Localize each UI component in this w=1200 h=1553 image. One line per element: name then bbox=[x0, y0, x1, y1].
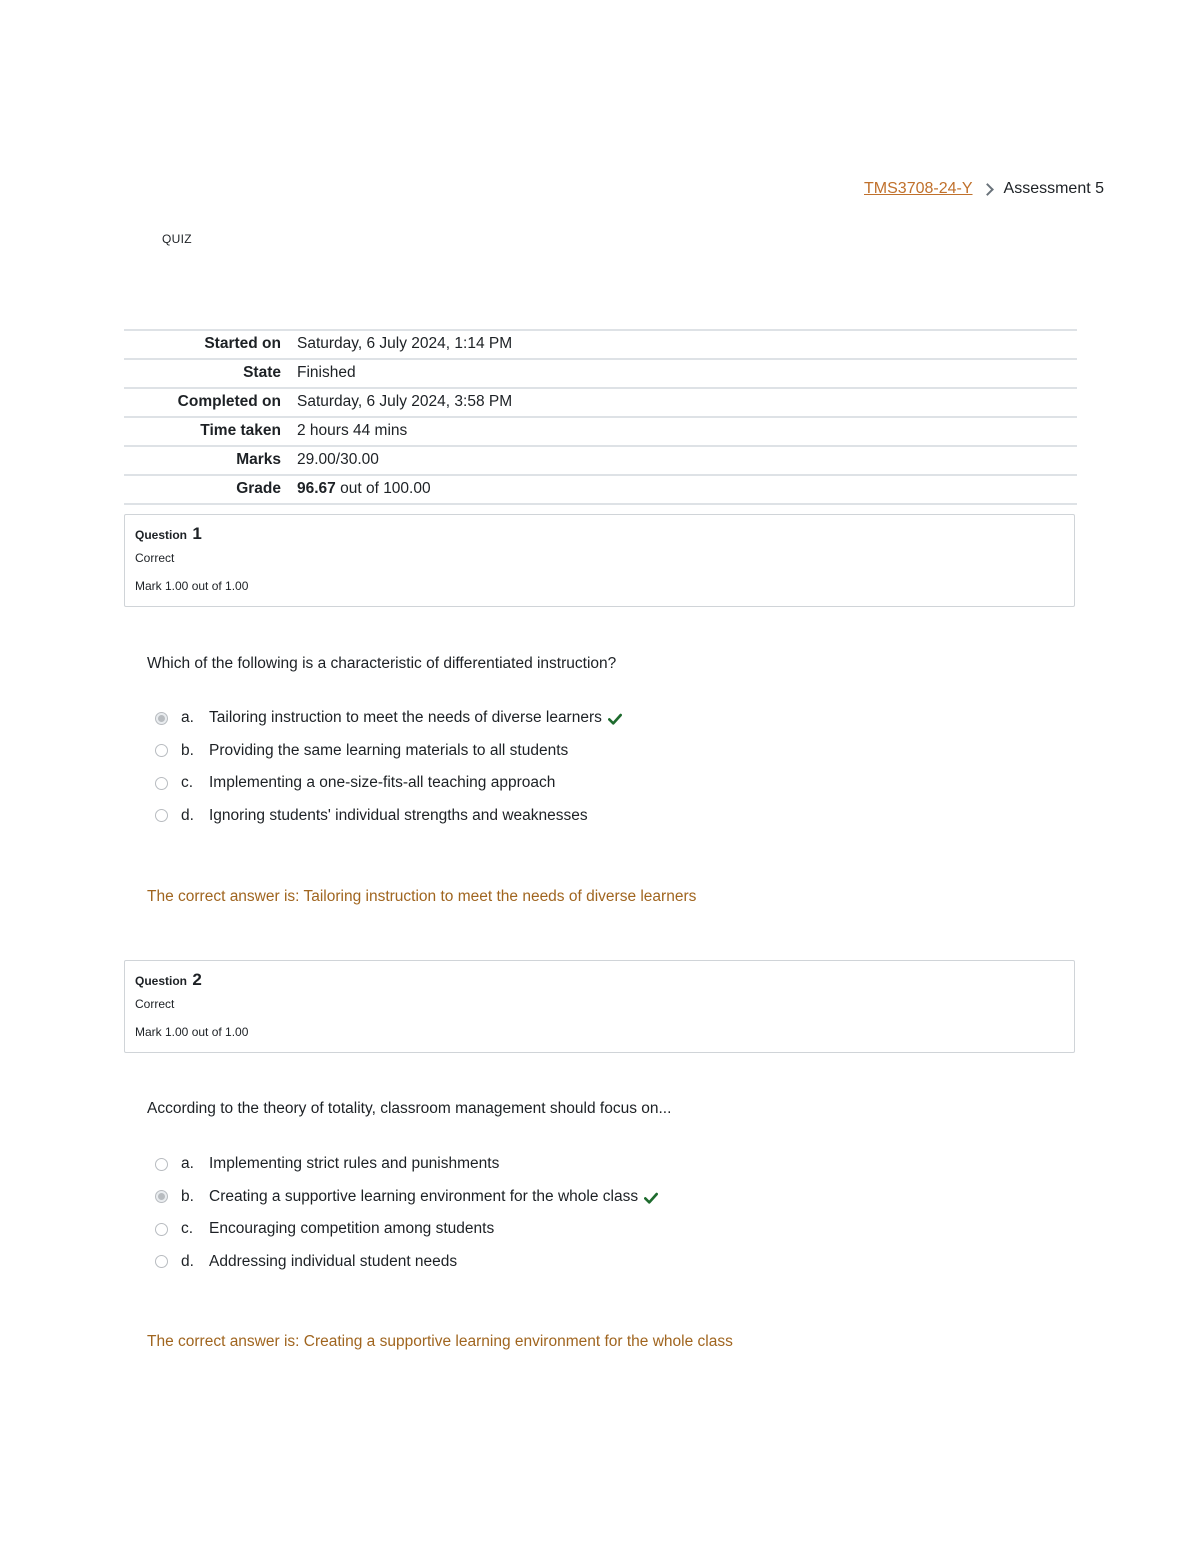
answer-option[interactable] bbox=[155, 1148, 658, 1181]
answer-option[interactable] bbox=[155, 702, 622, 735]
question-grade: Mark 1.00 out of 1.00 bbox=[135, 1025, 249, 1039]
check-icon bbox=[644, 1191, 658, 1205]
answer-radio[interactable] bbox=[155, 744, 168, 757]
question-label: Question bbox=[135, 528, 188, 542]
answer-letter: a. bbox=[181, 1155, 194, 1173]
chevron-right-icon bbox=[981, 183, 994, 196]
summary-value: Saturday, 6 July 2024, 3:58 PM bbox=[297, 393, 513, 410]
page-label: QUIZ bbox=[162, 232, 192, 246]
answer-radio[interactable] bbox=[155, 1223, 168, 1236]
answer-label: Tailoring instruction to meet the needs of diverse learners bbox=[209, 709, 602, 727]
grade-total: out of 100.00 bbox=[335, 480, 431, 497]
question-grade: Mark 1.00 out of 1.00 bbox=[135, 579, 249, 593]
answer-label: Implementing a one-size-fits-all teaching approach bbox=[209, 774, 556, 792]
question-state: Correct bbox=[135, 551, 175, 565]
correct-answer-feedback: The correct answer is: Tailoring instruction to meet the needs of diverse learners bbox=[147, 888, 697, 905]
breadcrumb-course-link[interactable]: TMS3708-24-Y bbox=[864, 180, 973, 197]
question-number-value: 2 bbox=[192, 970, 202, 989]
answer-label: Providing the same learning materials to all students bbox=[209, 741, 569, 759]
question-number bbox=[135, 523, 1064, 546]
summary-value: 29.00/30.00 bbox=[297, 451, 379, 468]
answer-option[interactable] bbox=[155, 767, 622, 800]
answer-letter: a. bbox=[181, 709, 194, 727]
answer-radio[interactable] bbox=[155, 1158, 168, 1171]
answer-letter: c. bbox=[181, 1220, 194, 1238]
question-text: Which of the following is a characteristic of differentiated instruction? bbox=[147, 655, 617, 672]
summary-label: Time taken bbox=[200, 422, 281, 439]
answer-option[interactable] bbox=[155, 735, 622, 768]
answer-radio[interactable] bbox=[155, 809, 168, 822]
answer-label: Addressing individual student needs bbox=[209, 1252, 458, 1270]
answer-list bbox=[155, 1148, 658, 1278]
summary-value: Finished bbox=[297, 364, 356, 381]
summary-row bbox=[124, 330, 1077, 359]
answer-list bbox=[155, 702, 622, 832]
summary-value bbox=[297, 475, 1077, 504]
summary-row bbox=[124, 417, 1077, 446]
summary-label: Marks bbox=[236, 451, 281, 468]
answer-radio[interactable] bbox=[155, 1190, 168, 1203]
summary-row bbox=[124, 388, 1077, 417]
summary-value: Saturday, 6 July 2024, 1:14 PM bbox=[297, 335, 513, 352]
answer-option[interactable] bbox=[155, 1246, 658, 1279]
summary-label: Completed on bbox=[177, 393, 281, 410]
answer-letter: b. bbox=[181, 741, 194, 759]
correct-answer-feedback: The correct answer is: Creating a supportive learning environment for the whole class bbox=[147, 1333, 733, 1350]
grade-value: 96.67 bbox=[297, 480, 336, 497]
check-icon bbox=[608, 712, 622, 726]
answer-option[interactable] bbox=[155, 800, 622, 833]
question-number bbox=[135, 969, 1064, 992]
answer-label: Ignoring students' individual strengths and weaknesses bbox=[209, 806, 588, 824]
summary-row bbox=[124, 446, 1077, 475]
breadcrumb bbox=[864, 178, 1104, 200]
summary-label: State bbox=[243, 364, 281, 381]
summary-label: Grade bbox=[236, 480, 281, 497]
answer-radio[interactable] bbox=[155, 1255, 168, 1268]
question-label: Question bbox=[135, 974, 188, 988]
answer-radio[interactable] bbox=[155, 777, 168, 790]
question-info-box bbox=[124, 514, 1075, 607]
answer-label: Creating a supportive learning environment for the whole class bbox=[209, 1187, 639, 1205]
question-text: According to the theory of totality, classroom management should focus on... bbox=[147, 1100, 672, 1117]
answer-letter: c. bbox=[181, 774, 194, 792]
summary-row bbox=[124, 359, 1077, 388]
answer-radio[interactable] bbox=[155, 712, 168, 725]
question-number-value: 1 bbox=[192, 524, 202, 543]
answer-letter: d. bbox=[181, 806, 194, 824]
answer-letter: b. bbox=[181, 1187, 194, 1205]
summary-value: 2 hours 44 mins bbox=[297, 422, 408, 439]
answer-option[interactable] bbox=[155, 1213, 658, 1246]
quiz-summary-table bbox=[124, 329, 1077, 505]
question-info-box bbox=[124, 960, 1075, 1053]
summary-row bbox=[124, 475, 1077, 504]
question-state: Correct bbox=[135, 997, 175, 1011]
answer-option[interactable] bbox=[155, 1181, 658, 1214]
answer-label: Encouraging competition among students bbox=[209, 1220, 495, 1238]
answer-letter: d. bbox=[181, 1252, 194, 1270]
breadcrumb-current: Assessment 5 bbox=[1003, 180, 1104, 197]
answer-label: Implementing strict rules and punishments bbox=[209, 1155, 500, 1173]
summary-label: Started on bbox=[204, 335, 281, 352]
